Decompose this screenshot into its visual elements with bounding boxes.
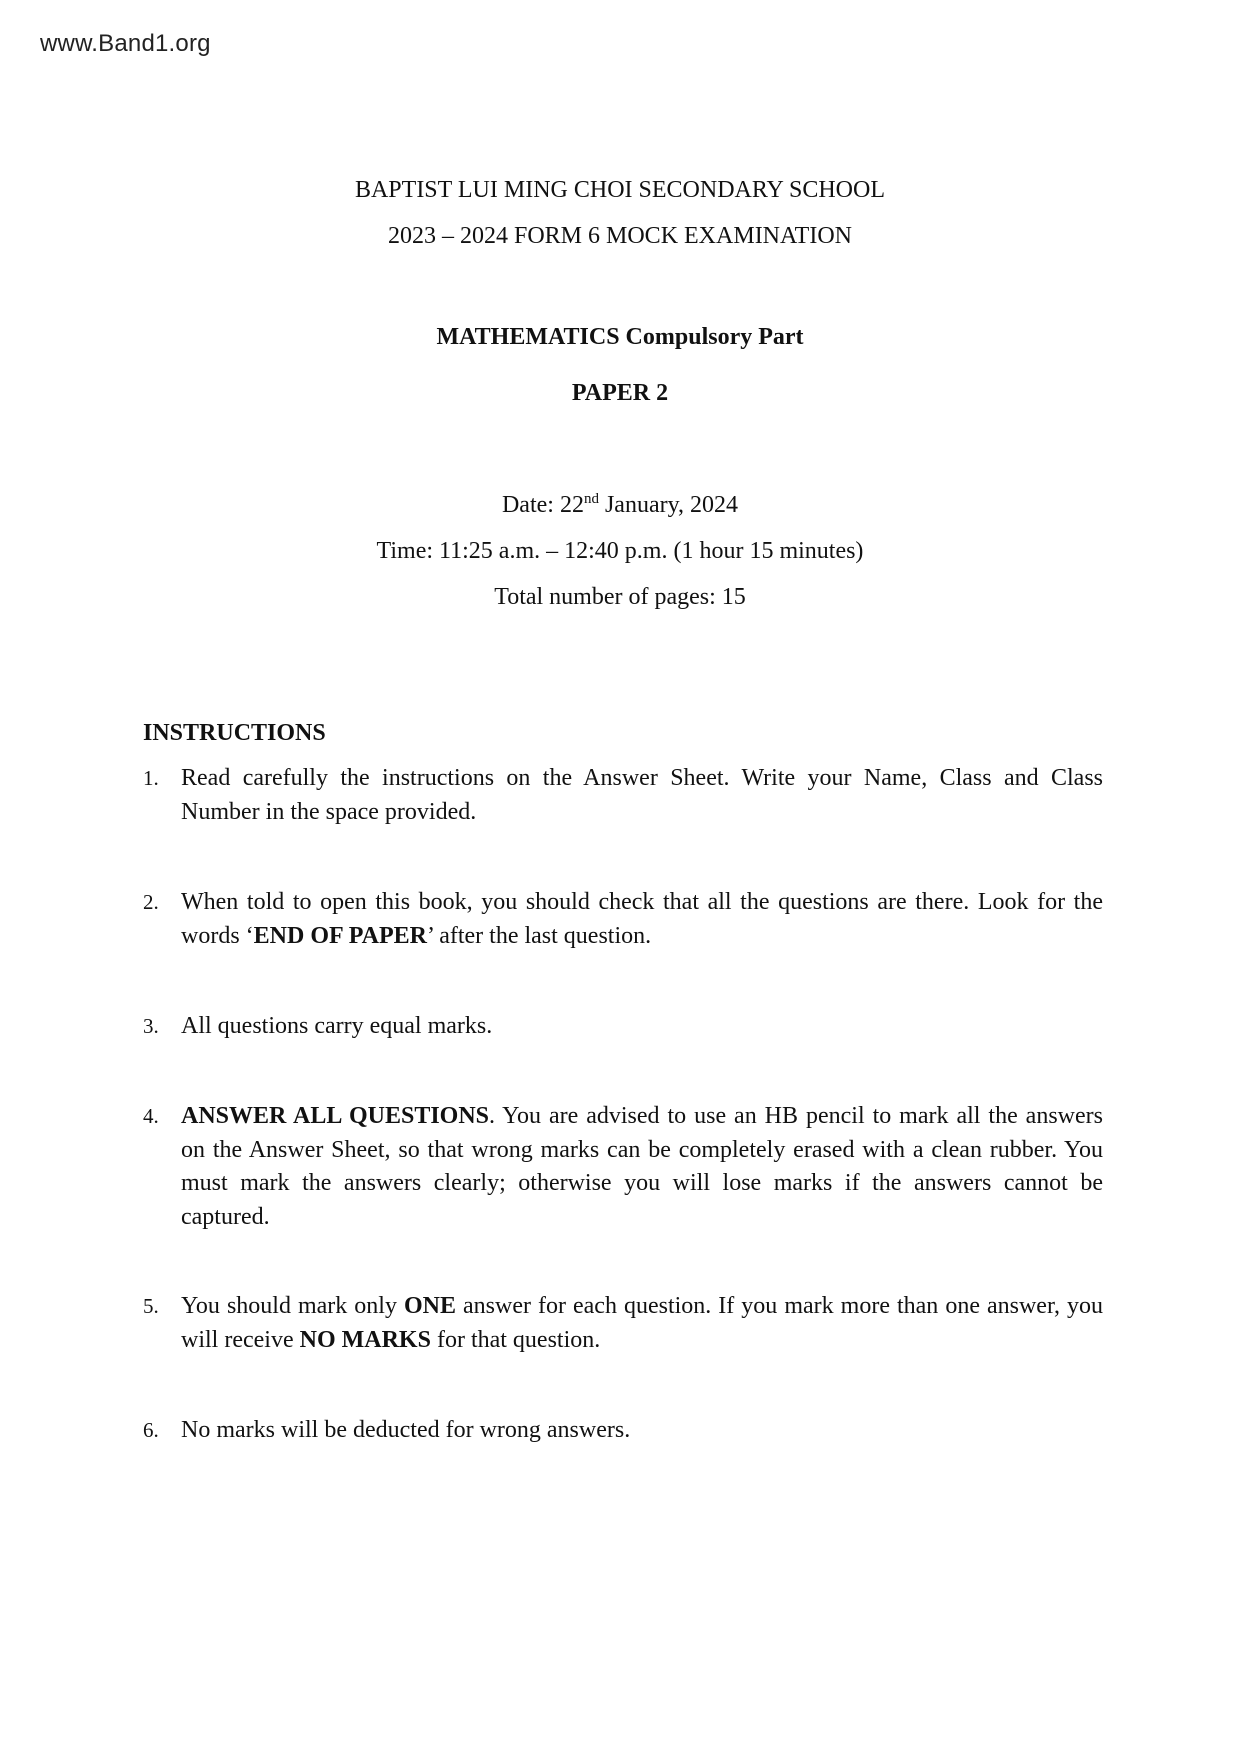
subject-title: MATHEMATICS Compulsory Part bbox=[436, 324, 804, 350]
total-pages: Total number of pages: 15 bbox=[494, 584, 746, 610]
instruction-text-part: You should mark only bbox=[181, 1293, 404, 1319]
instruction-text-part: answer for each question. If you mark more than one answer, you will receive bbox=[181, 1293, 1104, 1353]
exam-date-ordinal: nd bbox=[583, 491, 599, 507]
instruction-item-3 bbox=[143, 1010, 1103, 1044]
exam-title: 2023 – 2024 FORM 6 MOCK EXAMINATION bbox=[387, 223, 852, 249]
instruction-item-1 bbox=[143, 762, 1103, 829]
instruction-text-part: ’ after the last question. bbox=[426, 922, 652, 949]
instruction-text-part: for that question. bbox=[430, 1326, 601, 1353]
school-name: BAPTIST LUI MING CHOI SECONDARY SCHOOL bbox=[354, 177, 886, 203]
exam-date-prefix: Date: 22 bbox=[501, 492, 584, 518]
instruction-number: 2. bbox=[143, 890, 159, 914]
instruction-text: No marks will be deducted for wrong answers. bbox=[181, 1417, 631, 1443]
exam-date-rest: January, 2024 bbox=[598, 492, 739, 518]
instruction-number: 6. bbox=[143, 1418, 159, 1442]
instruction-emphasis: NO MARKS bbox=[299, 1326, 431, 1353]
instruction-number: 4. bbox=[143, 1104, 159, 1128]
instruction-text: Read carefully the instructions on the Answer Sheet. Write your Name, Class and Class Number in the space provided. bbox=[181, 765, 1103, 825]
instruction-text bbox=[181, 886, 1103, 953]
exam-time: Time: 11:25 a.m. – 12:40 p.m. (1 hour 15 minutes) bbox=[376, 538, 864, 564]
instructions-heading: INSTRUCTIONS bbox=[143, 720, 326, 746]
instruction-item-4 bbox=[143, 1100, 1103, 1234]
instruction-text-part: When told to open this book, you should check that all the questions are there. Look for the words ‘ bbox=[181, 889, 1103, 949]
instruction-emphasis: ANSWER ALL QUESTIONS bbox=[181, 1103, 490, 1129]
instruction-item-2 bbox=[143, 886, 1103, 953]
watermark-url: www.Band1.org bbox=[40, 30, 211, 57]
instruction-text: All questions carry equal marks. bbox=[181, 1013, 493, 1039]
instruction-emphasis: ONE bbox=[403, 1293, 456, 1319]
instruction-text bbox=[181, 1290, 1103, 1357]
instruction-item-6 bbox=[143, 1414, 1103, 1448]
instruction-number: 1. bbox=[143, 766, 159, 790]
instruction-emphasis: END OF PAPER bbox=[253, 922, 427, 949]
instruction-number: 5. bbox=[143, 1294, 159, 1318]
instruction-text bbox=[181, 1100, 1103, 1234]
instruction-text-part: . You are advised to use an HB pencil to mark all the answers on the Answer Sheet, so that wrong marks can be completely erased with a clean rubber. You must mark the answers clearly; otherwise you will lose marks if the answers cannot be captured. bbox=[181, 1103, 1103, 1230]
paper-title: PAPER 2 bbox=[571, 380, 669, 406]
instruction-number: 3. bbox=[143, 1014, 159, 1038]
exam-date bbox=[0, 490, 1240, 520]
instruction-item-5 bbox=[143, 1290, 1103, 1357]
